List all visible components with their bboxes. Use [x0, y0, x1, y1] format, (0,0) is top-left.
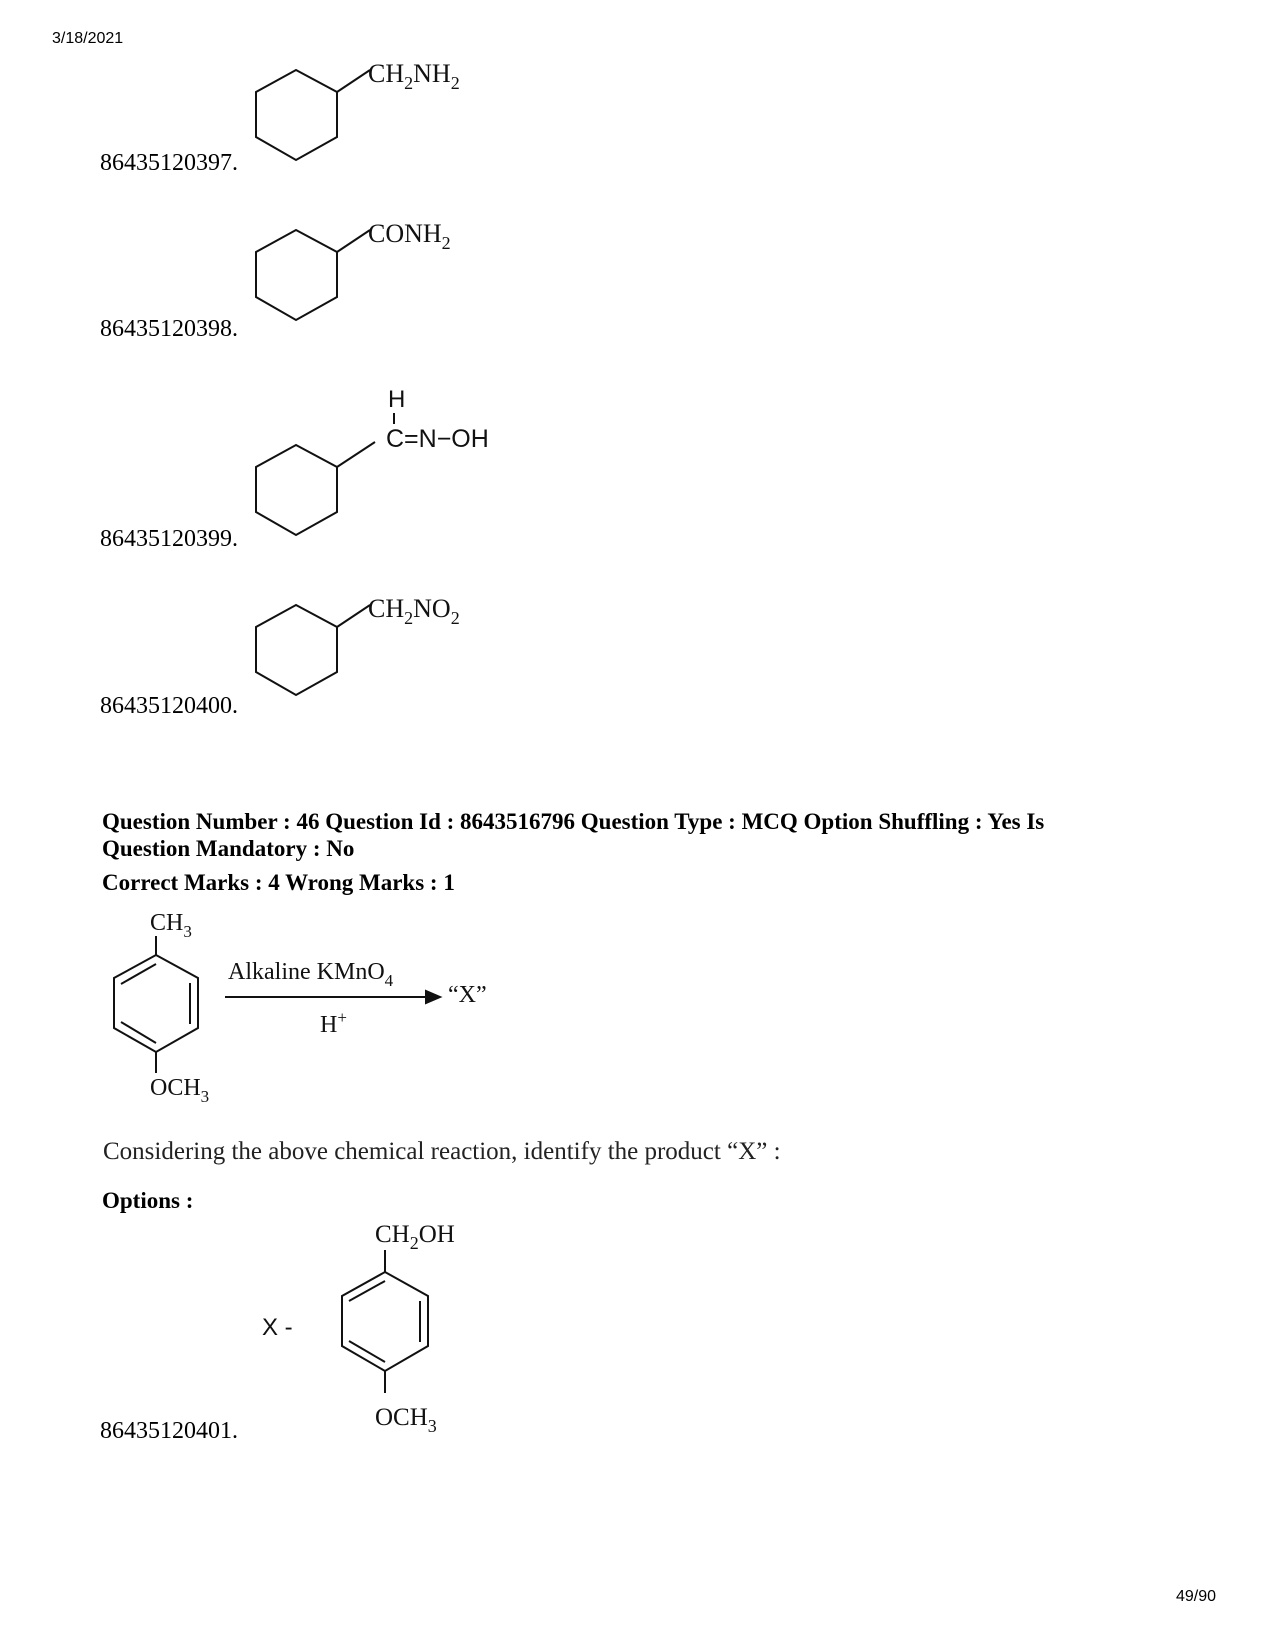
methoxybenzyl-alcohol-structure [250, 1215, 510, 1440]
aromatic-inner-bond [121, 1022, 156, 1043]
print-date: 3/18/2021 [52, 30, 124, 47]
options-label: Options : [102, 1188, 194, 1213]
svg-text:H: H [388, 386, 406, 413]
cyclohexane-ring [256, 605, 337, 695]
reagent-label: Alkaline KMnO$_4$ [228, 959, 394, 990]
cyclohexanecarboxamide-structure [240, 215, 500, 330]
aromatic-inner-bond [349, 1281, 385, 1301]
cyclohexylmethanamine-structure [240, 55, 500, 170]
svg-text:CH2NH2: $CH_2NH_2$ [368, 59, 460, 93]
aromatic-inner-bond [349, 1341, 385, 1362]
cyclohexane-ring [256, 70, 337, 160]
bond [337, 605, 370, 627]
page-number: 49/90 [1176, 1588, 1217, 1605]
option-id: 86435120400. [100, 693, 238, 719]
question-header [102, 808, 1202, 862]
option-id: 86435120398. [100, 316, 238, 342]
product-label: “X” [448, 982, 487, 1008]
bond [337, 442, 375, 467]
cyclohexanecarbaldoxime-structure [240, 380, 540, 545]
svg-text:C=N−OH: C=N−OH [386, 425, 489, 453]
hydroxymethyl-group: $CH_2OH$ [375, 1221, 455, 1253]
bond [337, 70, 370, 92]
methoxy-group: $OCH_3$ [375, 1404, 437, 1436]
svg-text:CH2NO2: $CH_2NO_2$ [368, 594, 460, 628]
aromatic-inner-bond [121, 964, 156, 984]
svg-text:CONH2: $CONH_2$ [368, 219, 451, 253]
cyclohexane-ring [256, 230, 337, 320]
question-header-line: Question Mandatory : No [102, 836, 355, 861]
bond [337, 230, 370, 252]
benzene-ring [342, 1272, 428, 1371]
marks-info: Correct Marks : 4 Wrong Marks : 1 [102, 870, 455, 895]
reactant-methoxy: $OCH_3$ [150, 1075, 210, 1106]
reactant-methyl: $CH_3$ [150, 910, 192, 941]
nitromethylcyclohexane-structure [240, 590, 500, 705]
cyclohexane-ring [256, 445, 337, 535]
question-header-line: Question Number : 46 Question Id : 8643516796 Question Type : MCQ Option Shuffling : Yes Is [102, 809, 1045, 834]
question-text: Considering the above chemical reaction, identify the product “X” : [103, 1138, 781, 1165]
reaction-scheme [100, 900, 520, 1110]
option-prefix: X - [262, 1314, 293, 1341]
option-id: 86435120399. [100, 526, 238, 552]
benzene-ring [114, 955, 198, 1052]
option-id: 86435120401. [100, 1418, 238, 1444]
arrow-head [426, 991, 440, 1003]
option-id: 86435120397. [100, 150, 238, 176]
acid-label: H+ [320, 1008, 347, 1038]
